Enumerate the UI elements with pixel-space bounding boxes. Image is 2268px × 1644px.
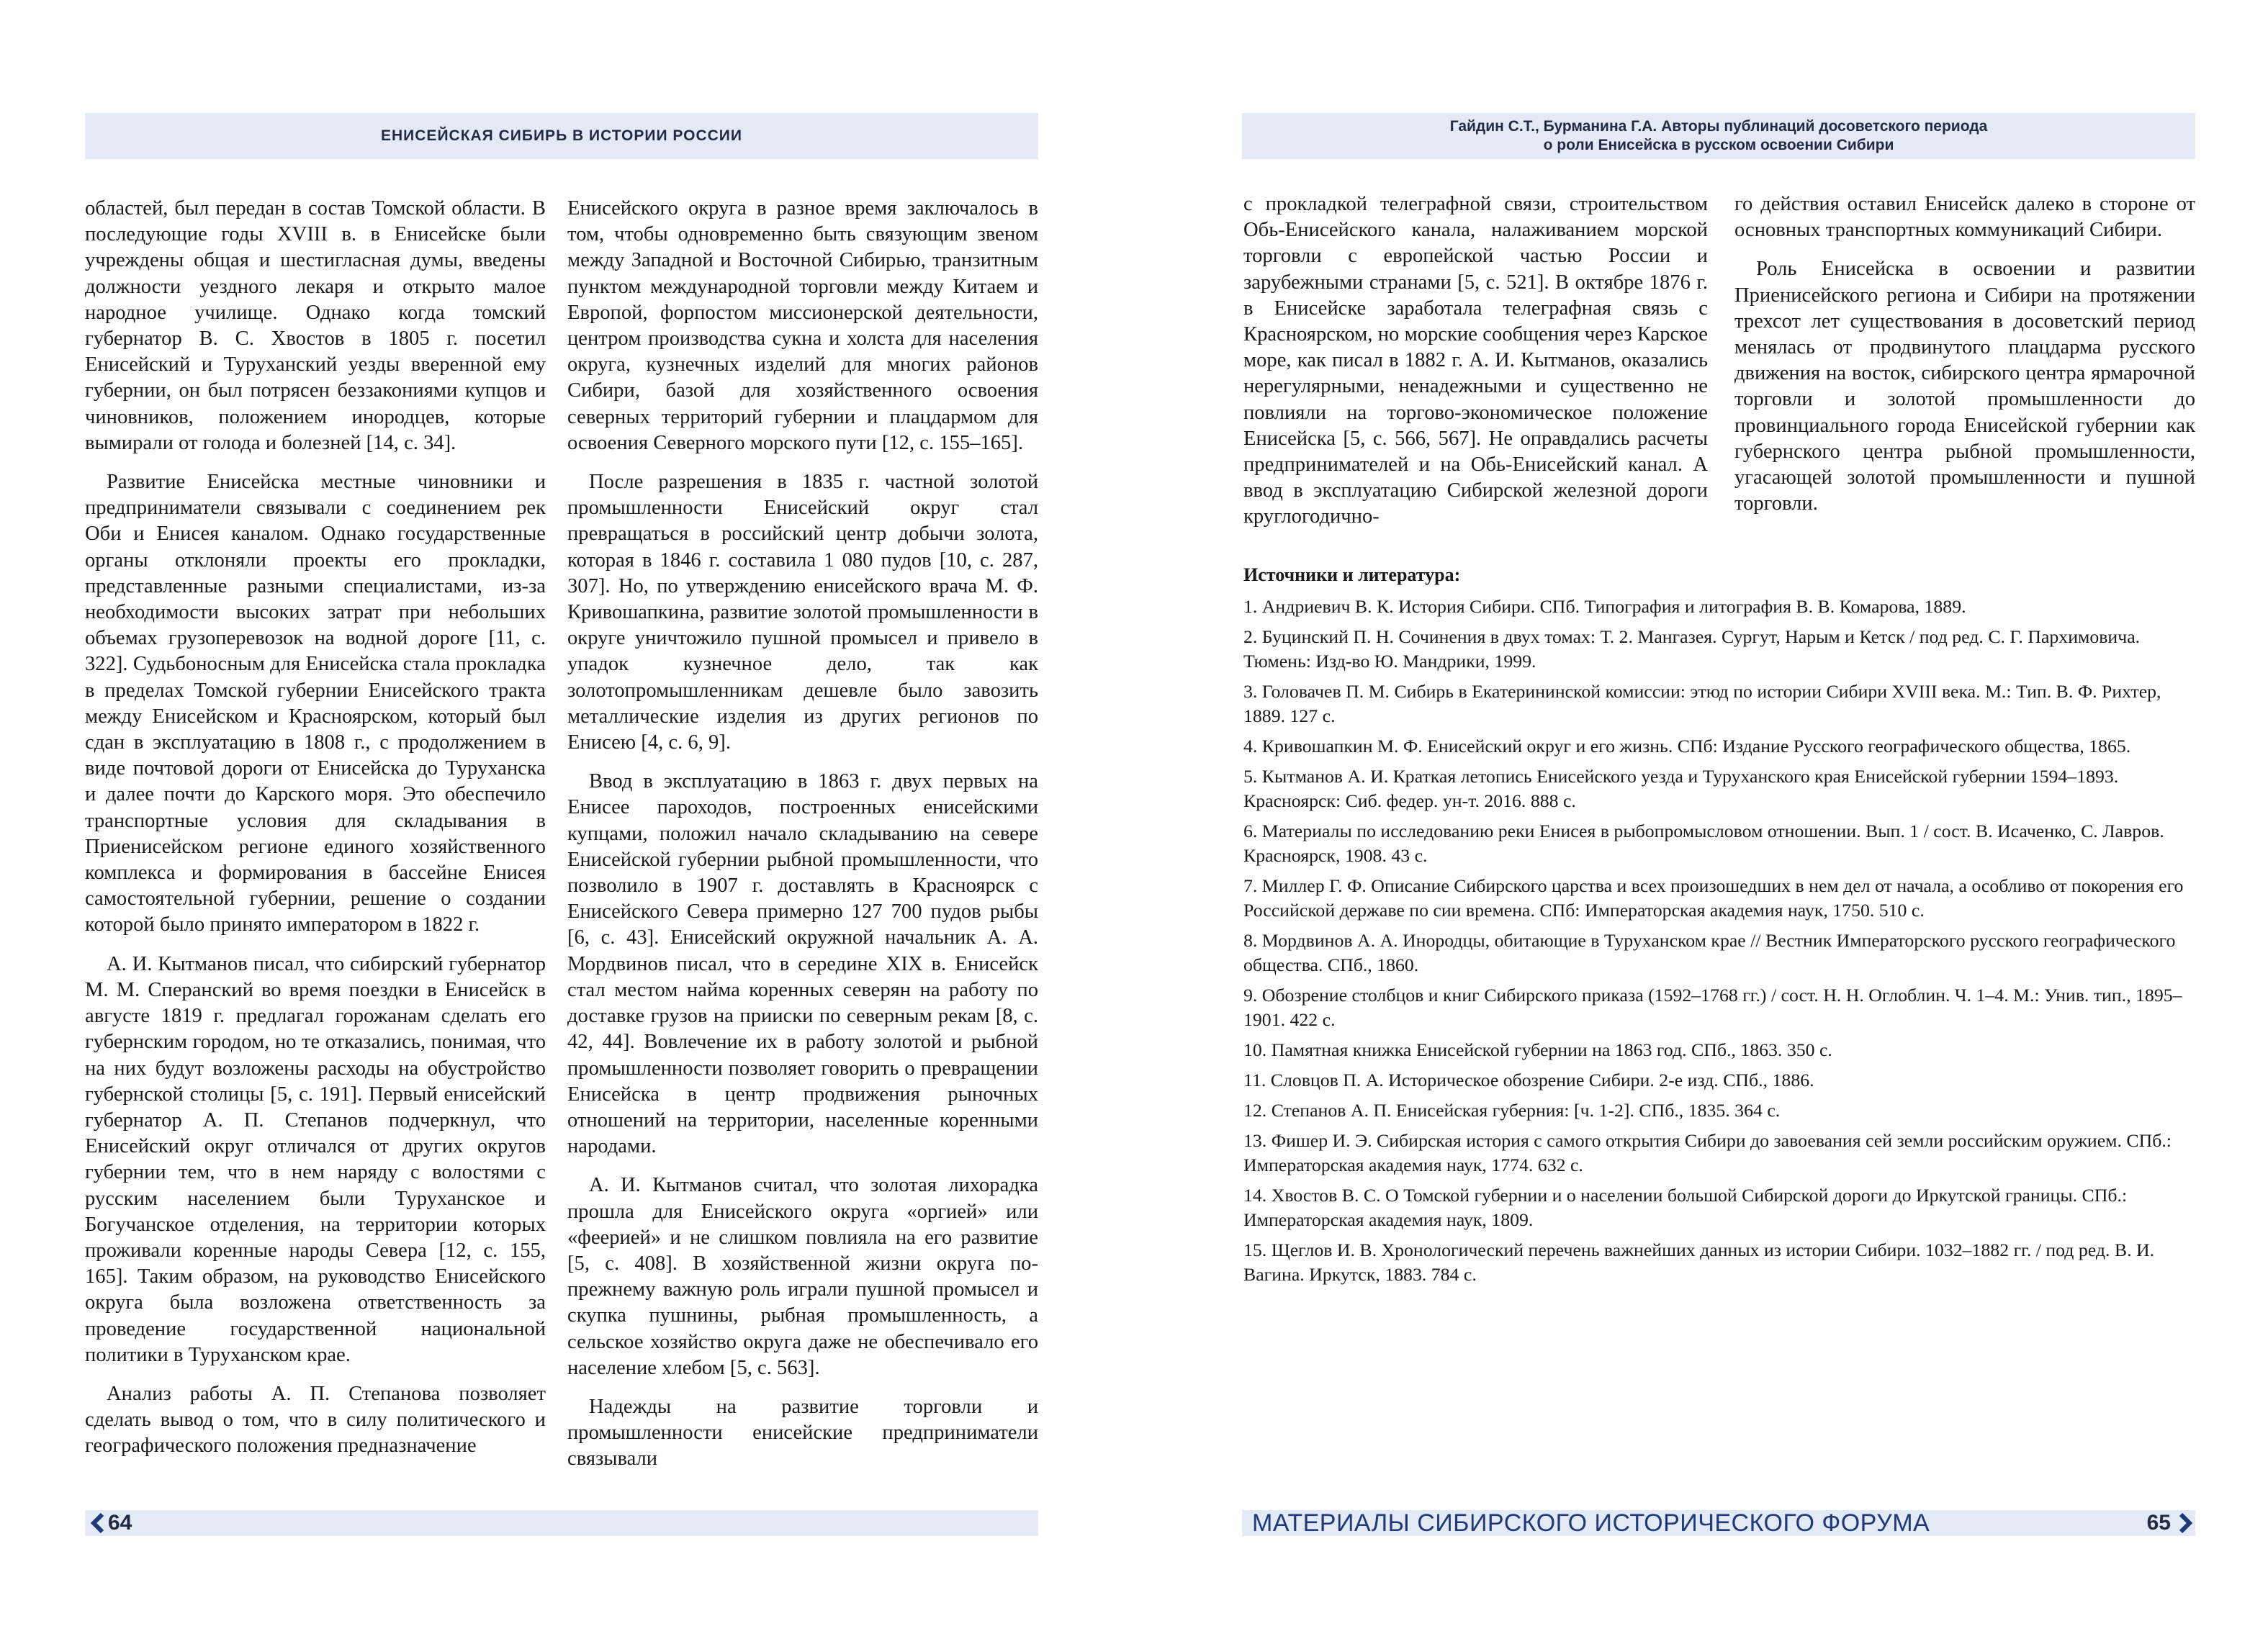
paragraph: Енисейского округа в разное время заключалось в том, чтобы одновременно быть связующим звеном между Западной и Восточной Сибирью, транзитным пунктом международной торговли между Китаем и Европой, форпостом миссионерской деятельности, центром производства сукна и холста для населения округа, кузнечных изделий для многих районов Сибири, базой для хозяйственного освоения северных территорий губернии и плацдармом для освоения Северного морского пути [12, с. 155–165]. [567,197,1038,454]
reference-item: 10. Памятная книжка Енисейской губернии на 1863 год. СПб., 1863. 350 с. [1243,1039,1832,1060]
paragraph: Анализ работы А. П. Степанова позволяет сделать вывод о том, что в силу политического и географического положения предназначение [85,1382,546,1458]
reference-item: 3. Головачев П. М. Сибирь в Екатерининской комиссии: этюд по истории Сибири XVIII века. М.: Тип. В. Ф. Рихтер, 1889. 127 с. [1243,681,2161,726]
reference-item: 2. Буцинский П. Н. Сочинения в двух томах: Т. 2. Мангазея. Сургут, Нарым и Кетск / под ред. С. Г. Пархимовича. Тюмень: Изд-во Ю. Мандрики, 1999. [1243,626,2141,672]
running-header-left: ЕНИСЕЙСКАЯ СИБИРЬ В ИСТОРИИ РОССИИ [85,113,1038,159]
left-column-2 [567,196,1038,1491]
paragraph: Роль Енисейска в освоении и развитии Приенисейского региона и Сибири на протяжении трехсот лет существования в досоветский период менялась от продвинутого плацдарма русского движения на восток, сибирского центра ярмарочной торговли и золотой промышленности до провинциального города Енисейской губернии как губернского центра рыбной промышленности, угасающей золотой промышленности и пушной торговли. [1734,258,2195,515]
reference-item: 7. Миллер Г. Ф. Описание Сибирского царства и всех произошедших в нем дел от начала, а особливо от покорения его Российской державе по сии времена. СПб: Императорская академия наук, 1750. 510 с. [1243,875,2184,921]
reference-item: 8. Мордвинов А. А. Инородцы, обитающие в Туруханском крае // Вестник Императорского русского географического общества. СПб., 1860. [1243,930,2176,975]
footer-left [85,1510,1038,1536]
paragraph: с прокладкой телеграфной связи, строительством Обь-Енисейского канала, налаживанием морской торговли с европейской частью России и зарубежными странами [5, с. 521]. В октябре 1876 г. в Енисейске заработала телеграфная связь с Красноярском, но морские сообщения через Карское море, как писал в 1882 г. А. И. Кытманов, оказались нерегулярными, ненадежными и существенно не повлияли на торгово-экономическое положение Енисейска [5, с. 566, 567]. Не оправдались расчеты предпринимателей и на Обь-Енисейский канал. А ввод в эксплуатацию Сибирской железной дороги круглогодично- [1243,193,1708,528]
references-list [1243,595,2195,1287]
reference-item: 13. Фишер И. Э. Сибирская история с самого открытия Сибири до завоевания сей земли российским оружием. СПб.: Императорская академия наук, 1774. 632 с. [1243,1130,2172,1175]
paragraph: Развитие Енисейска местные чиновники и предприниматели связывали с соединением рек Оби и Енисея каналом. Однако государственные органы отклоняли проекты его прокладки, представленные разными специалистами, из-за необходимости высоких затрат при небольших объемах грузоперевозок на водной дороге [11, с. 322]. Судьбоносным для Енисейска стала прокладка в пределах Томской губернии Енисейского тракта между Енисейском и Красноярском, который был сдан в эксплуатацию в 1808 г., с продолжением в виде почтовой дороги от Енисейска до Туруханска и далее почти до Карского моря. Это обеспечило транспортные условия для складывания в Приенисейском регионе единого хозяйственного комплекса и формирования в бассейне Енисея самостоятельной губернии, решение о создании которой было принято императором в 1822 г. [85,471,546,936]
references-title: Источники и литература: [1243,564,1461,585]
reference-item: 5. Кытманов А. И. Краткая летопись Енисейского уезда и Туруханского края Енисейской губернии 1594–1893. Красноярск: Сиб. федер. ун-т. 2016. 888 с. [1243,766,2119,811]
left-column-1 [85,196,546,1491]
page-number-right: 65 [2146,1511,2171,1535]
right-page [1134,0,2268,1644]
right-column-1 [1243,191,1708,544]
running-header-right [1242,113,2195,159]
reference-item: 14. Хвостов В. С. О Томской губернии и о населении большой Сибирской дороги до Иркутской границы. СПб.: Императорская академия наук, 1809. [1243,1185,2128,1230]
paragraph: Ввод в эксплуатацию в 1863 г. двух первых на Енисее пароходов, построенных енисейскими купцами, положил начало складыванию на севере Енисейской губернии рыбной промышленности, что позволило в 1907 г. доставлять в Красноярск с Енисейского Севера примерно 127 700 пудов рыбы [6, с. 43]. Енисейский окружной начальник А. А. Мордвинов писал, что в середине XIX в. Енисейск стал местом найма коренных северян на работу по доставке грузов на прииски по северным рекам [8, с. 42, 44]. Вовлечение их в работу золотой и рыбной промышленности позволяет говорить о превращении Енисейска в центр продвижения рыночных отношений на территории, населенные коренными народами. [567,770,1038,1158]
footer-right [1242,1510,2195,1536]
header-line-2: о роли Енисейска в русском освоении Сибири [1543,137,1894,153]
chevron-left-icon [88,1513,108,1533]
chevron-right-icon [2175,1513,2195,1533]
paragraph: А. И. Кытманов считал, что золотая лихорадка прошла для Енисейского округа «оргией» или «феерией» и не слишком повлияла на его развитие [5, с. 408]. В хозяйственной жизни округа по-прежнему важную роль играли пушной промысел и скупка пушнины, рыбная промышленность, а сельское хозяйство округа даже не обеспечивало его население хлебом [5, с. 563]. [567,1174,1038,1379]
paragraph: А. И. Кытманов писал, что сибирский губернатор М. М. Сперанский во время поездки в Енисейск в августе 1819 г. предлагал горожанам сделать его губернским городом, но те отказались, понимая, что на них будут возложены расходы на обустройство губернской столицы [5, с. 191]. Первый енисейский губернатор А. П. Степанов подчеркнул, что Енисейский округ отличался от других округов губернии тем, что в нем наряду с волостями с русским населением были Туруханское и Богучанское отделения, на территории которых проживали коренные народы Севера [12, с. 155, 165]. Таким образом, на руководство Енисейского округа была возложена ответственность за проведение государственной национальной политики в Туруханском крае. [85,952,546,1366]
right-column-2 [1734,191,2195,544]
references-section [1243,563,2195,1293]
reference-item: 9. Обозрение столбцов и книг Сибирского приказа (1592–1768 гг.) / сост. Н. Н. Оглоблин. Ч. 1–4. М.: Унив. тип., 1895–1901. 422 с. [1243,985,2182,1030]
paragraph: го действия оставил Енисейск далеко в стороне от основных транспортных коммуникаций Сибири. [1734,193,2195,242]
header-line-1: Гайдин С.Т., Бурманина Г.А. Авторы публинаций досоветского периода [1449,118,1988,135]
reference-item: 4. Кривошапкин М. Ф. Енисейский округ и его жизнь. СПб: Издание Русского географического общества, 1865. [1243,736,2131,756]
reference-item: 11. Словцов П. А. Историческое обозрение Сибири. 2-е изд. СПб., 1886. [1243,1070,1814,1090]
paragraph: областей, был передан в состав Томской области. В последующие годы XVIII в. в Енисейске были учреждены общая и шестигласная думы, введены должности уездного лекаря и открыто малое народное училище. Однако когда томский губернатор В. С. Хвостов в 1805 г. посетил Енисейский и Туруханский уезды вверенной ему губернии, он был потрясен беззакониями купцов и чиновников, положением инородцев, которые вымирали от голода и болезней [14, с. 34]. [85,197,546,454]
paragraph: После разрешения в 1835 г. частной золотой промышленности Енисейский округ стал превращаться в российский центр добычи золота, которая в 1846 г. составила 1 080 пудов [10, с. 287, 307]. Но, по утверждению енисейского врача М. Ф. Кривошапкина, развитие золотой промышленности в округе уничтожило пушной промысел и привело в упадок кузнечное дело, так как золотопромышленникам дешевле было завозить металлические изделия из других регионов по Енисею [4, с. 6, 9]. [567,471,1038,754]
journal-title: МАТЕРИАЛЫ СИБИРСКОГО ИСТОРИЧЕСКОГО ФОРУМА [1252,1509,1930,1537]
page-number-left: 64 [108,1511,132,1535]
paragraph: Надежды на развитие торговли и промышленности енисейские предприниматели связывали [567,1395,1038,1471]
reference-item: 15. Щеглов И. В. Хронологический перечень важнейших данных из истории Сибири. 1032–1882 гг. / под ред. В. И. Вагина. Иркутск, 1883. 784 с. [1243,1239,2155,1285]
reference-item: 6. Материалы по исследованию реки Енисея в рыбопромысловом отношении. Вып. 1 / сост. В. Исаченко, С. Лавров. Красноярск, 1908. 43 с. [1243,821,2164,866]
reference-item: 12. Степанов А. П. Енисейская губерния: [ч. 1-2]. СПб., 1835. 364 с. [1243,1100,1781,1121]
reference-item: 1. Андриевич В. К. История Сибири. СПб. Типография и литография В. В. Комарова, 1889. [1243,596,1966,617]
